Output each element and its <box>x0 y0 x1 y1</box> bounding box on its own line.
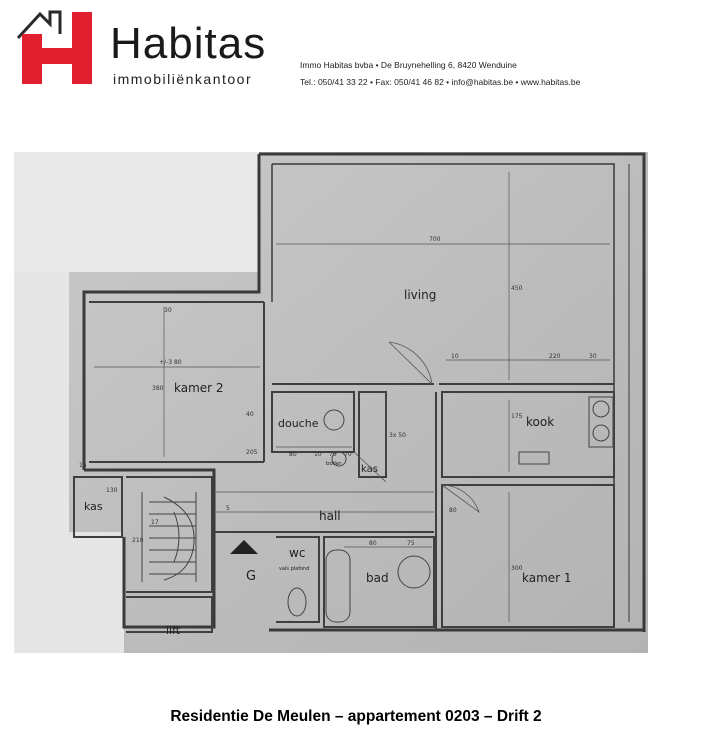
dim-kook-small-b: 30 <box>589 353 597 360</box>
dim-80: 80 <box>449 507 457 514</box>
dim-40: 40 <box>246 411 254 418</box>
room-kook: kook <box>526 415 555 429</box>
room-kas-mid: kas <box>361 464 378 475</box>
room-lift: lift <box>166 624 181 637</box>
label-boiler: boiler <box>326 461 342 467</box>
dim-boiler-size: 70 <box>344 451 352 458</box>
dim-stair-a: 17 <box>151 519 159 526</box>
room-douche: douche <box>278 417 319 430</box>
room-kamer1: kamer 1 <box>522 571 572 585</box>
room-wc: wc <box>289 546 306 560</box>
dim-kamer2-depth: 380 <box>152 385 164 392</box>
dim-30: 30 <box>164 307 172 314</box>
dim-15: 15 <box>79 462 87 469</box>
room-living: living <box>404 288 437 302</box>
room-bad: bad <box>366 571 389 585</box>
dim-205: 205 <box>246 449 258 456</box>
dim-kamer2-width: +/-3 80 <box>159 359 182 366</box>
dim-douche-c: 10 <box>314 451 322 458</box>
dim-kook-depth: 175 <box>511 413 523 420</box>
label-vals-plafond: vals plafond <box>279 566 310 572</box>
dim-kas-left-size: 130 <box>106 487 118 494</box>
dim-stair-b: 210 <box>132 537 144 544</box>
dim-kamer1-depth: 300 <box>511 565 523 572</box>
dim-douche-a: 80 <box>289 451 297 458</box>
address-line: Immo Habitas bvba • De Bruynehelling 6, 8420 Wenduine <box>300 60 517 70</box>
dim-kook-width: 220 <box>549 353 561 360</box>
brand-name: Habitas <box>110 19 267 68</box>
dim-5: 5 <box>226 505 230 512</box>
brand-tagline: immobiliënkantoor <box>113 71 253 87</box>
contact-line: Tel.: 050/41 33 22 • Fax: 050/41 46 82 • info@habitas.be • www.habitas.be <box>300 77 581 87</box>
habitas-logo-icon <box>16 8 96 86</box>
dim-living-width: 700 <box>429 236 441 243</box>
dim-douche-b: 70 <box>329 451 337 458</box>
dim-kas-size: 3x 50 <box>389 432 406 439</box>
marker-g-label: G <box>246 569 257 584</box>
room-kas-left: kas <box>84 500 103 513</box>
dim-living-depth: 450 <box>511 285 523 292</box>
room-kamer2: kamer 2 <box>174 381 224 395</box>
dim-bad-b: 75 <box>407 540 415 547</box>
dim-bad-a: 80 <box>369 540 377 547</box>
dim-kook-small-a: 10 <box>451 353 459 360</box>
plan-caption: Residentie De Meulen – appartement 0203 – Drift 2 <box>170 708 542 725</box>
floor-plan <box>14 152 648 653</box>
room-hall: hall <box>319 509 341 523</box>
